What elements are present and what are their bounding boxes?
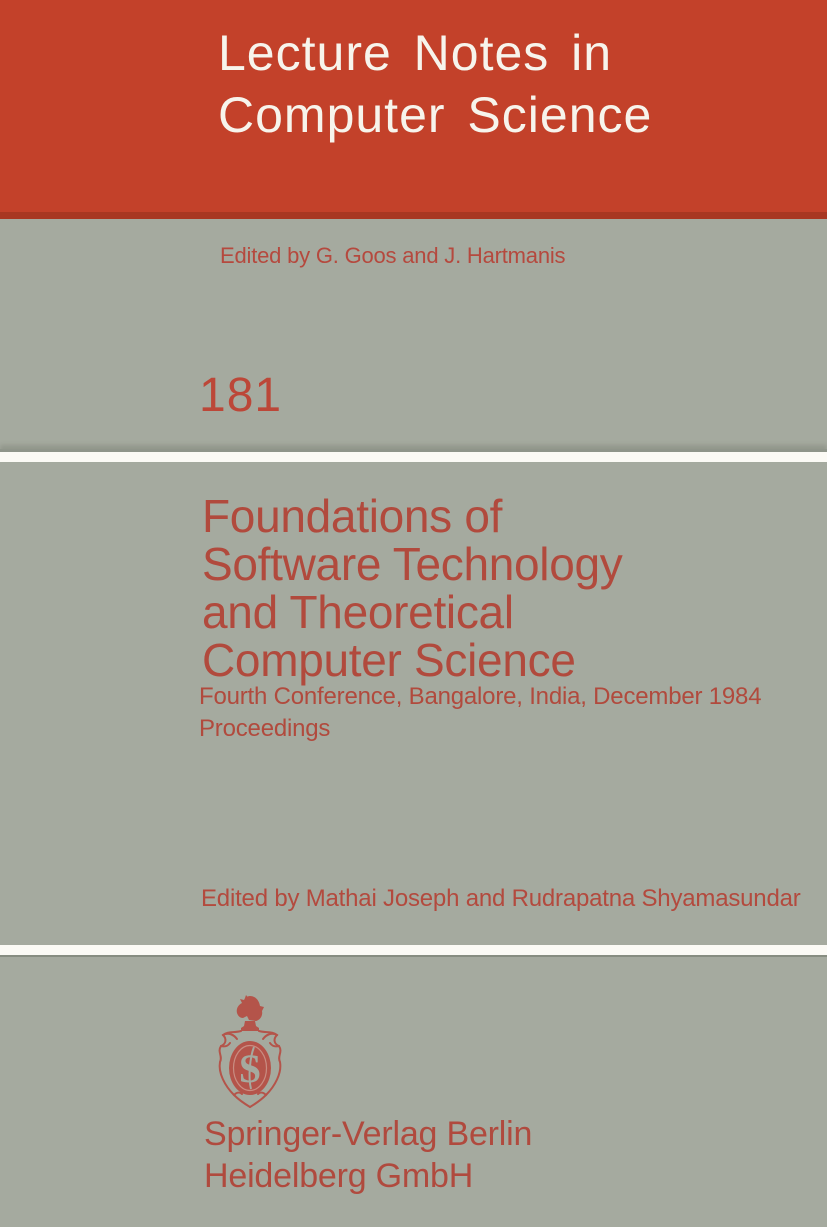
series-editors: Edited by G. Goos and J. Hartmanis	[220, 243, 566, 268]
band-bottom-edge	[0, 212, 827, 219]
conference-info-line: Fourth Conference, Bangalore, India, December 1984	[199, 683, 762, 710]
publisher-line: Heidelberg GmbH	[204, 1157, 474, 1195]
series-band	[0, 0, 827, 219]
logo-monogram: S	[238, 1046, 262, 1091]
springer-logo	[206, 995, 294, 1109]
book-title	[202, 492, 623, 684]
book-title-line: Software Technology	[202, 538, 623, 590]
horse-emblem-icon	[206, 995, 294, 1109]
series-title-line: Computer Science	[218, 87, 653, 143]
publisher-line: Springer-Verlag Berlin	[204, 1115, 533, 1153]
series-title	[218, 22, 652, 146]
conference-info	[199, 681, 761, 745]
book-title-line: Foundations of	[202, 490, 503, 542]
publisher-name	[204, 1113, 532, 1197]
volume-number: 181	[199, 369, 283, 422]
conference-info-line: Proceedings	[199, 715, 331, 742]
volume-editors: Edited by Mathai Joseph and Rudrapatna Shyamasundar	[201, 885, 801, 912]
separator-stripe-bottom	[0, 945, 827, 957]
series-title-line: Lecture Notes in	[218, 25, 613, 81]
book-title-line: Computer Science	[202, 634, 576, 686]
book-title-line: and Theoretical	[202, 586, 514, 638]
separator-stripe-top	[0, 449, 827, 462]
